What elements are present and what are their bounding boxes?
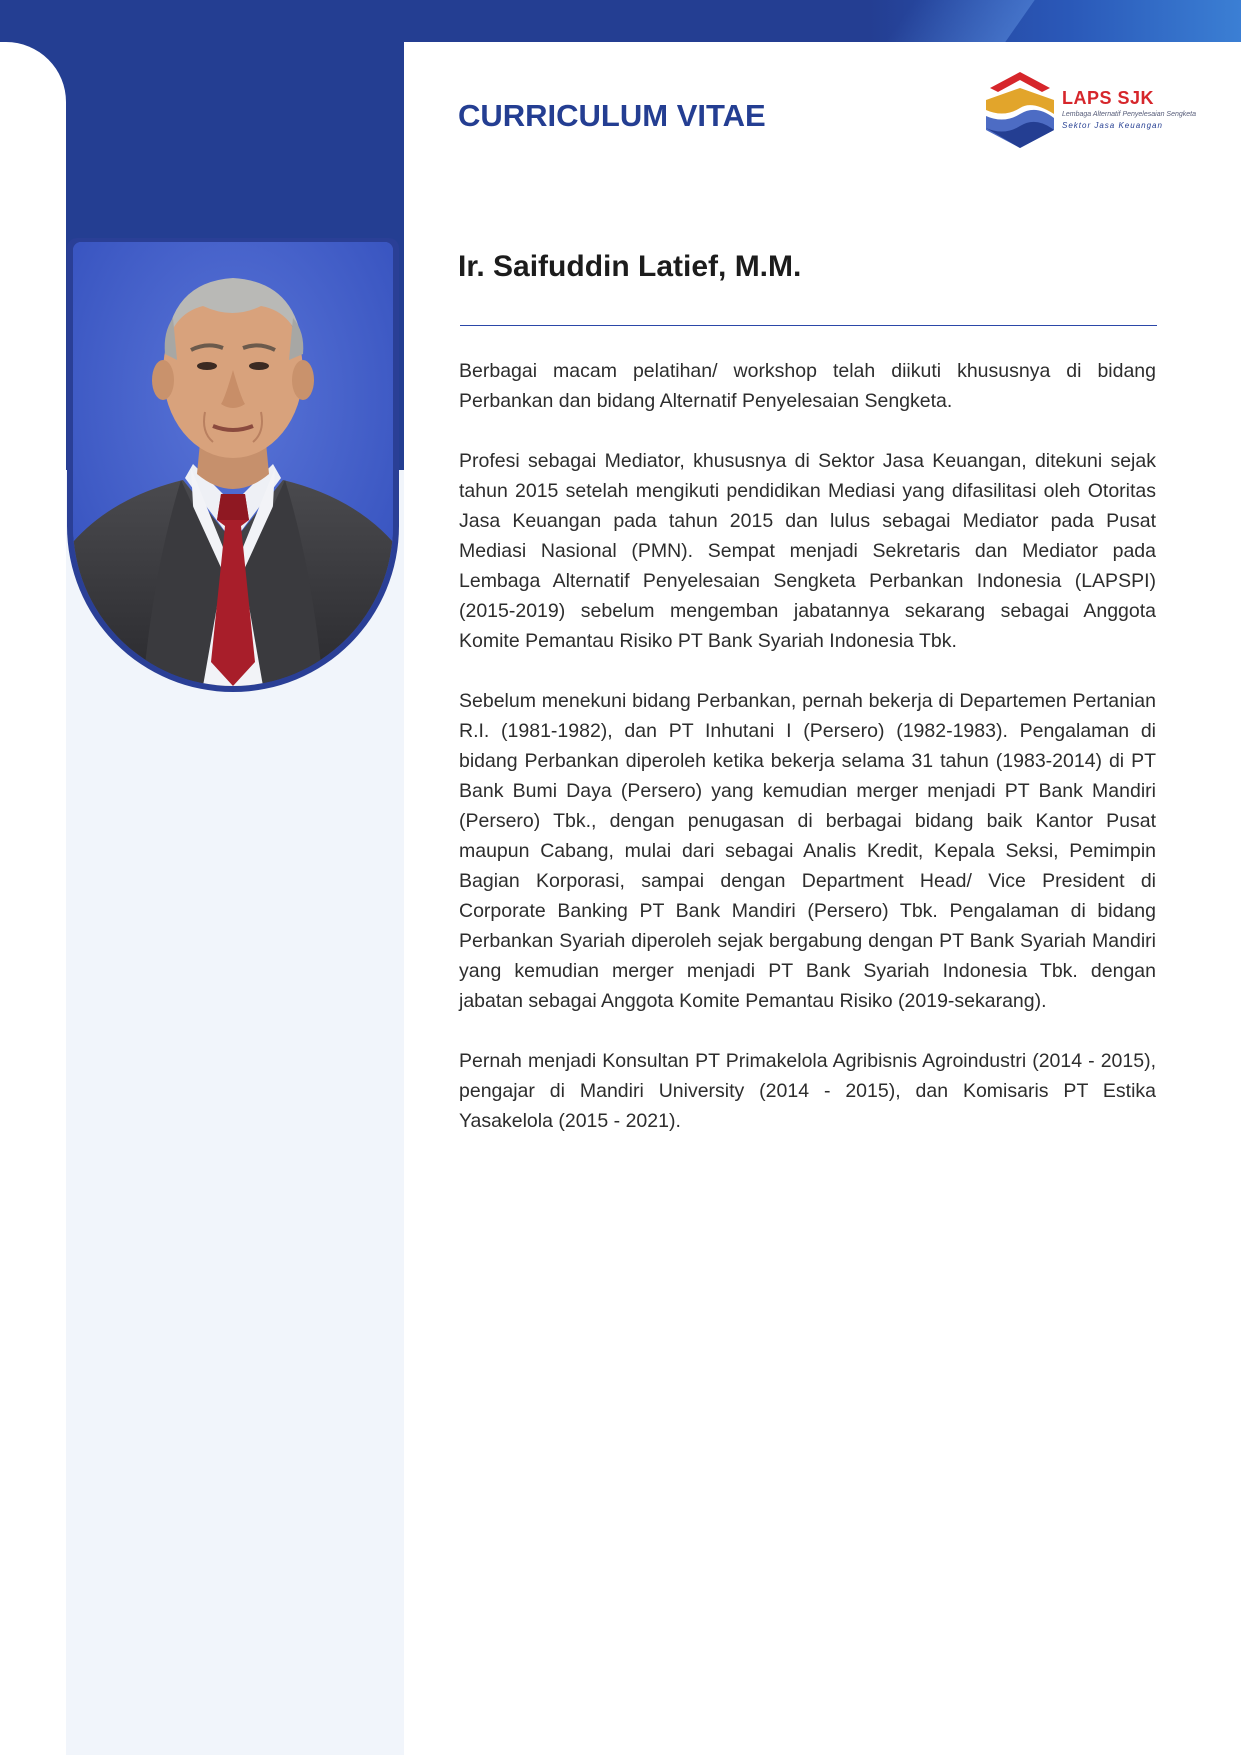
person-name: Ir. Saifuddin Latief, M.M. bbox=[458, 250, 802, 283]
page-title: CURRICULUM VITAE bbox=[458, 98, 766, 133]
portrait-photo bbox=[73, 242, 393, 686]
logo-name: LAPS SJK bbox=[1062, 88, 1155, 108]
biography-paragraph-3: Sebelum menekuni bidang Perbankan, pernah bekerja di Departemen Pertanian R.I. (1981-1982), dan PT Inhutani I (Persero) (1982-1983). Pengalaman di bidang Perbankan diperoleh ketika bekerja selama 31 tahun (1983-2014) di PT Bank Bumi Daya (Persero) yang kemudian merger menjadi PT Bank Mandiri (Persero) Tbk., dengan penugasan di berbagai bidang baik Kantor Pusat maupun Cabang, mulai dari sebagai Analis Kredit, Kepala Seksi, Pemimpin Bagian Korporasi, sampai dengan Department Head/ Vice President di Corporate Banking PT Bank Mandiri (Persero) Tbk. Pengalaman di bidang Perbankan Syariah diperoleh sejak bergabung dengan PT Bank Syariah Mandiri yang kemudian merger menjadi PT Bank Syariah Indonesia Tbk. dengan jabatan sebagai Anggota Komite Pemantau Risiko (2019-sekarang). bbox=[459, 690, 1156, 1012]
biography-paragraph-2: Profesi sebagai Mediator, khususnya di Sektor Jasa Keuangan, ditekuni sejak tahun 2015 setelah mengikuti pendidikan Mediasi yang difasilitasi oleh Otoritas Jasa Keuangan pada tahun 2015 dan lulus sebagai Mediator pada Pusat Mediasi Nasional (PMN). Sempat menjadi Sekretaris dan Mediator pada Lembaga Alternatif Penyelesaian Sengketa Perbankan Indonesia (LAPSPI) (2015-2019) sebelum mengemban jabatannya sekarang sebagai Anggota Komite Pemantau Risiko PT Bank Syariah Indonesia Tbk. bbox=[459, 450, 1156, 652]
portrait-illustration bbox=[73, 242, 393, 686]
banner-stripe bbox=[885, 0, 1034, 42]
biography bbox=[459, 356, 1156, 1166]
logo-emblem-icon bbox=[982, 70, 1060, 150]
portrait-frame bbox=[67, 238, 399, 692]
biography-paragraph-4: Pernah menjadi Konsultan PT Primakelola Agribisnis Agroindustri (2014 - 2015), pengajar di Mandiri University (2014 - 2015), dan Komisaris PT Estika Yasakelola (2015 - 2021). bbox=[459, 1050, 1156, 1132]
left-margin-panel bbox=[0, 42, 66, 1755]
laps-sjk-logo bbox=[982, 70, 1196, 150]
logo-subtitle: Lembaga Alternatif Penyelesaian Sengketa bbox=[1062, 111, 1196, 118]
logo-tagline: Sektor Jasa Keuangan bbox=[1062, 121, 1163, 130]
name-divider bbox=[460, 325, 1157, 326]
biography-paragraph-1: Berbagai macam pelatihan/ workshop telah diikuti khususnya di bidang Perbankan dan bidang Alternatif Penyelesaian Sengketa. bbox=[459, 360, 1156, 412]
